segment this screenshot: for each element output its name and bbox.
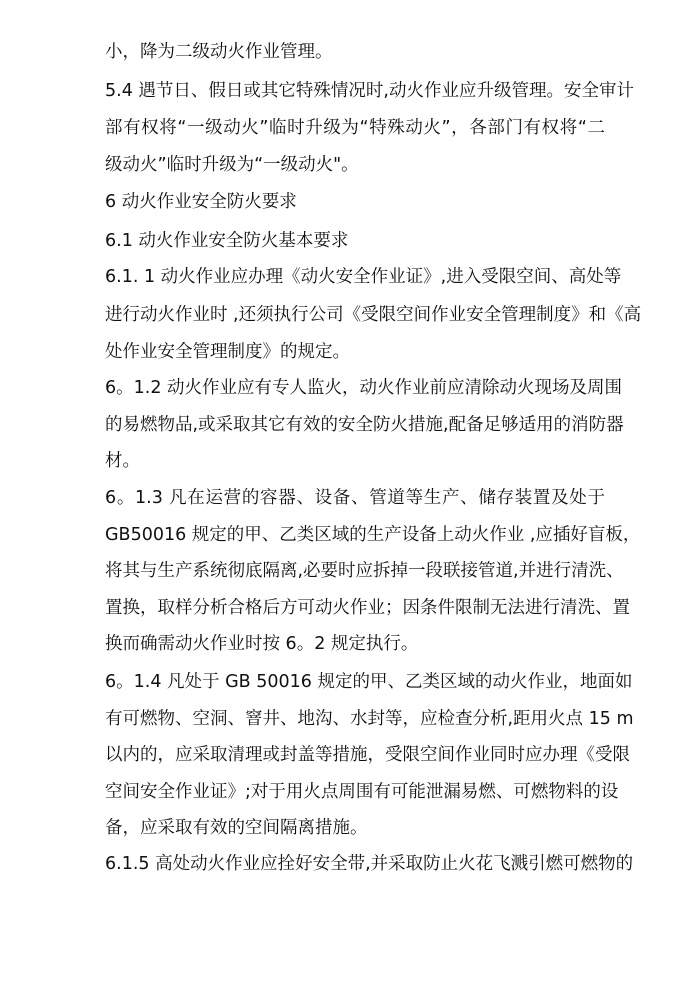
text-line: 进行动火作业时 ,还须执行公司《受限空间作业安全管理制度》和《高 <box>105 305 642 325</box>
text-line: 级动火”临时升级为“一级动火"。 <box>105 155 359 175</box>
text-line: 空间安全作业证》;对于用火点周围有可能泄漏易燃、可燃物料的设 <box>105 782 619 802</box>
text-line: 小，降为二级动火作业管理。 <box>105 42 333 62</box>
text-line: 处作业安全管理制度》的规定。 <box>105 342 350 362</box>
text-line: 6。1.4 凡处于 GB 50016 规定的甲、乙类区域的动火作业，地面如 <box>105 672 633 692</box>
text-line: 置换，取样分析合格后方可动火作业；因条件限制无法进行清洗、置 <box>105 598 630 618</box>
text-line: 材。 <box>105 451 140 471</box>
section-heading: 6 动火作业安全防火要求 <box>105 192 297 212</box>
text-line: 6.1.5 高处动火作业应拴好安全带,并采取防止火花飞溅引燃可燃物的 <box>105 854 634 874</box>
text-line: 将其与生产系统彻底隔离,必要时应拆掉一段联接管道,并进行清洗、 <box>105 561 624 581</box>
text-line: 有可燃物、空洞、窨井、地沟、水封等，应检查分析,距用火点 15 m <box>105 709 634 729</box>
text-line: 备，应采取有效的空间隔离措施。 <box>105 818 368 838</box>
text-line: 5.4 遇节日、假日或其它特殊情况时,动火作业应升级管理。安全审计 <box>105 81 634 101</box>
text-line: GB50016 规定的甲、乙类区域的生产设备上动火作业 ,应插好盲板， <box>105 525 641 545</box>
text-line: 以内的，应采取清理或封盖等措施，受限空间作业同时应办理《受限 <box>105 745 630 765</box>
text-line: 部有权将“一级动火”临时升级为“特殊动火”，各部门有权将“二 <box>105 118 605 138</box>
text-line: 6。1.3 凡在运营的容器、设备、管道等生产、储存装置及处于 <box>105 488 605 508</box>
text-line: 6。1.2 动火作业应有专人监火，动火作业前应清除动火现场及周围 <box>105 378 623 398</box>
text-line: 6.1. 1 动火作业应办理《动火安全作业证》,进入受限空间、高处等 <box>105 267 622 287</box>
text-line: 的易燃物品,或采取其它有效的安全防火措施,配备足够适用的消防器 <box>105 415 624 435</box>
text-line: 换而确需动火作业时按 6。2 规定执行。 <box>105 634 419 654</box>
subsection-heading: 6.1 动火作业安全防火基本要求 <box>105 231 349 251</box>
